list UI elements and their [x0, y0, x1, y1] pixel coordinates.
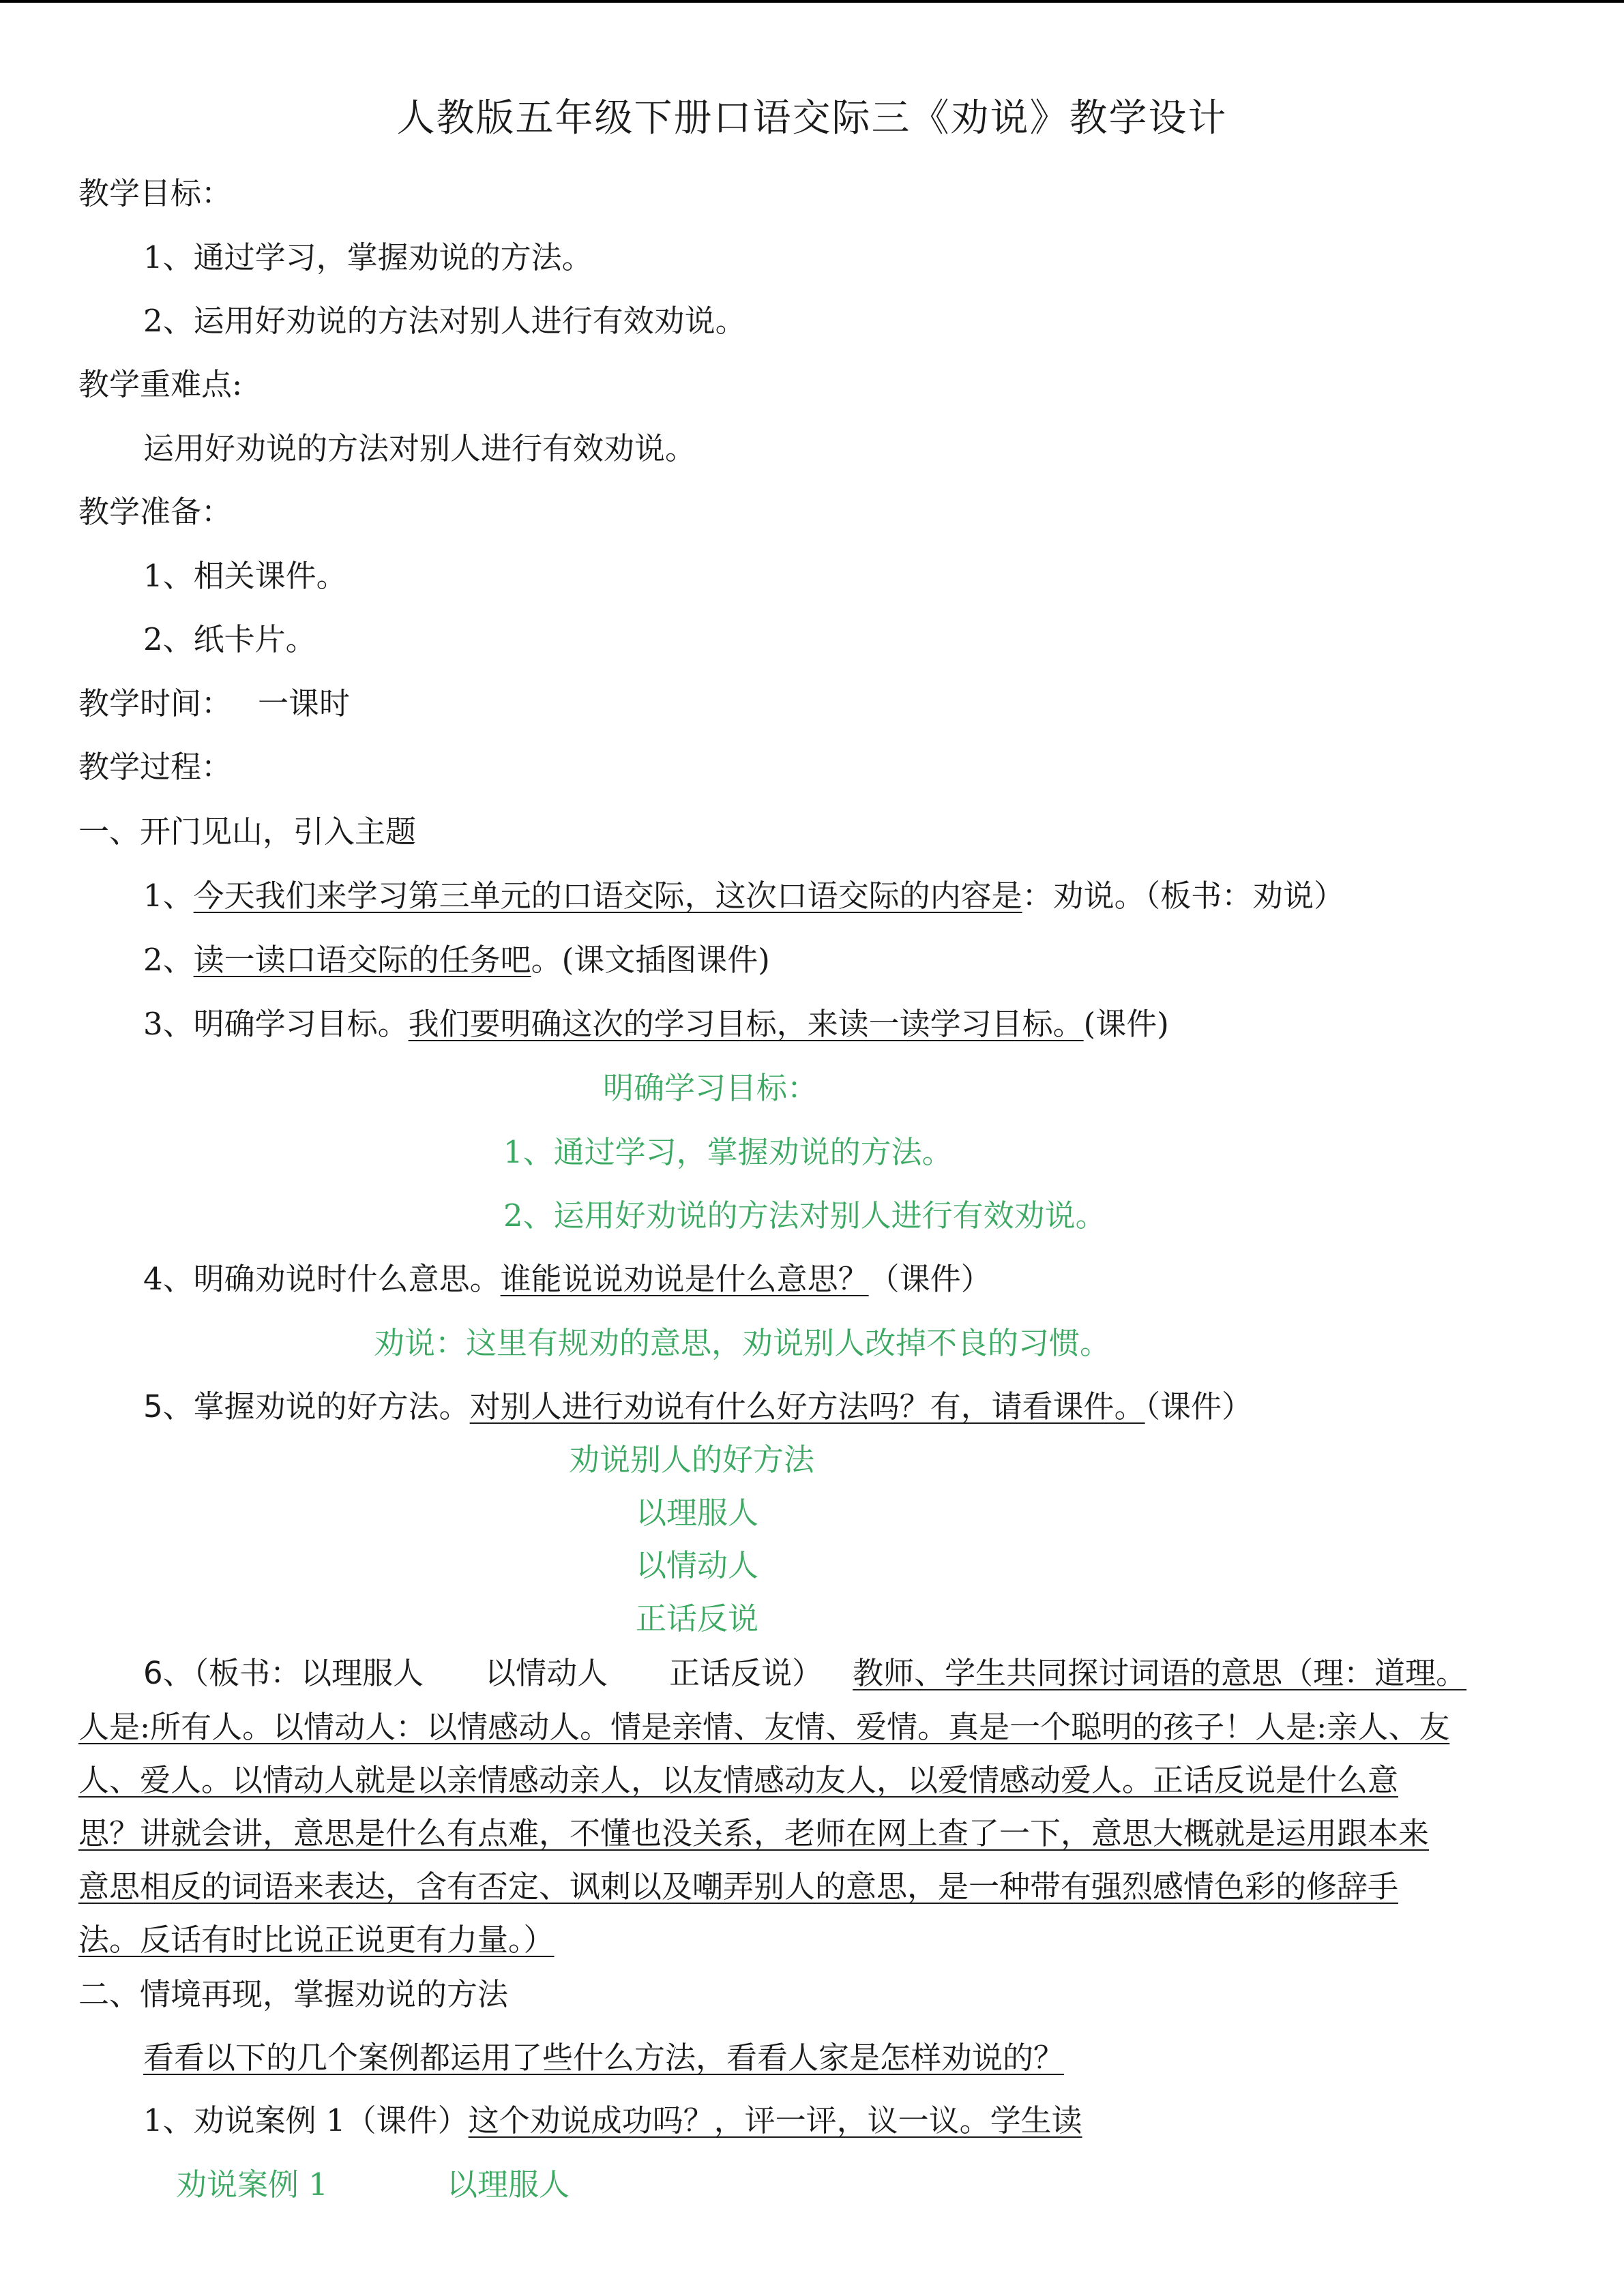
- step-lead: 4、明确劝说时什么意思。: [143, 1261, 501, 1297]
- step-4: [143, 1260, 992, 1298]
- key-points-heading: 教学重难点:: [78, 366, 243, 402]
- step-5: [143, 1388, 1252, 1426]
- step-text: ：劝说。（板书：劝说）: [1022, 878, 1345, 914]
- step-number: 2、: [143, 942, 194, 978]
- case-underlined-text: 这个劝说成功吗？，评一评，议一议。学生读: [468, 2102, 1082, 2138]
- slide-definition: 劝说：这里有规劝的意思，劝说别人改掉不良的习惯。: [374, 1325, 1111, 1361]
- key-points-text: 运用好劝说的方法对别人进行有效劝说。: [143, 430, 696, 466]
- step-text: （课件）: [868, 1261, 992, 1297]
- step-lead: 3、明确学习目标。: [143, 1006, 409, 1042]
- time-heading: 教学时间：: [78, 685, 233, 721]
- step-6-line: 人是:所有人。以情动人：以情感动人。情是亲情、友情、爱情。真是一个聪明的孩子！人是:亲人、友: [78, 1709, 1450, 1745]
- page-title: 人教版五年级下册口语交际三《劝说》教学设计: [396, 96, 1228, 140]
- step-6: [143, 1654, 1466, 1693]
- case-1-method: 以理服人: [447, 2166, 570, 2203]
- step-text: （课件）: [1145, 1388, 1253, 1425]
- preparation-item: 1、相关课件。: [143, 558, 347, 594]
- step-number: 5: [143, 1388, 163, 1425]
- slide-objective-item: 1、通过学习，掌握劝说的方法。: [503, 1134, 953, 1170]
- slide-method-item: 以理服人: [636, 1495, 759, 1531]
- slide-objective-item: 2、运用好劝说的方法对别人进行有效劝说。: [503, 1197, 1106, 1234]
- step-6-line: 法。反话有时比说正说更有力量。）: [78, 1922, 555, 1958]
- step-underlined-text: 教师、学生共同探讨词语的意思（理：道理。: [853, 1655, 1467, 1691]
- step-underlined-text: 今天我们来学习第三单元的口语交际，这次口语交际的内容是: [193, 878, 1022, 914]
- objective-item: 1、通过学习，掌握劝说的方法。: [143, 239, 593, 275]
- objectives-heading: 教学目标：: [78, 175, 233, 211]
- preparation-item: 2、纸卡片。: [143, 621, 316, 657]
- step-underlined-text: 读一读口语交际的任务吧: [193, 942, 531, 978]
- section1-heading: 一、开门见山，引入主题: [78, 814, 417, 850]
- slide-objectives-heading: 明确学习目标：: [603, 1070, 818, 1106]
- step-underlined-text: 对别人进行劝说有什么好方法吗？有，请看课件。: [469, 1388, 1145, 1425]
- slide-method-item: 以情动人: [636, 1547, 759, 1583]
- time-value: 一课时: [258, 685, 351, 721]
- step-number: 1、: [143, 878, 194, 914]
- section2-heading: 二、情境再现，掌握劝说的方法: [78, 1976, 509, 2012]
- slide-method-item: 正话反说: [636, 1600, 759, 1637]
- step-2: [143, 941, 770, 979]
- step-6-line: 人、爱人。以情动人就是以亲情感动亲人，以友情感动友人，以爱情感动爱人。正话反说是什么意: [78, 1762, 1399, 1798]
- section2-intro: 看看以下的几个案例都运用了些什么方法，看看人家是怎样劝说的？: [143, 2040, 1065, 2076]
- step-3: [143, 1005, 1169, 1043]
- case-lead: 1、劝说案例 1（课件）: [143, 2102, 469, 2138]
- step-text: 。(课文插图课件): [531, 942, 770, 978]
- case-1: [143, 2102, 1082, 2140]
- step-underlined-text: 谁能说说劝说是什么意思？: [500, 1261, 869, 1297]
- step-text: (课件): [1083, 1006, 1169, 1042]
- process-heading: 教学过程：: [78, 749, 233, 785]
- slide-methods-heading: 劝说别人的好方法: [569, 1442, 815, 1478]
- step-underlined-text: 我们要明确这次的学习目标，来读一读学习目标。: [408, 1006, 1084, 1042]
- step-lead: 、（板书：以理服人 以情动人 正话反说）: [162, 1655, 823, 1691]
- step-number: 6: [143, 1655, 163, 1691]
- step-lead: 、掌握劝说的好方法。: [162, 1388, 470, 1425]
- objective-item: 2、运用好劝说的方法对别人进行有效劝说。: [143, 303, 746, 339]
- top-border-line: [0, 0, 1624, 3]
- step-6-line: 意思相反的词语来表达，含有否定、讽刺以及嘲弄别人的意思，是一种带有强烈感情色彩的修辞手: [78, 1868, 1399, 1905]
- step-1: [143, 877, 1344, 915]
- case-1-label: 劝说案例 1: [176, 2166, 328, 2203]
- step-6-line: 思？讲就会讲，意思是什么有点难，不懂也没关系，老师在网上查了一下，意思大概就是运用跟本来: [78, 1815, 1430, 1851]
- preparation-heading: 教学准备：: [78, 494, 233, 530]
